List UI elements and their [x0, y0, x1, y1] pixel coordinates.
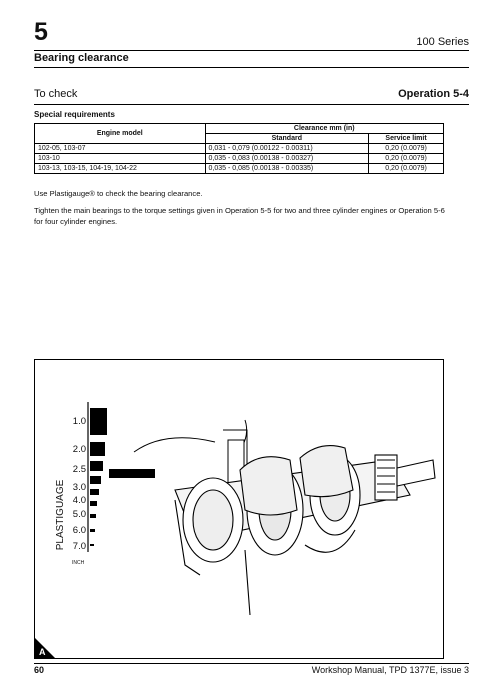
- cell-standard: 0,035 - 0,085 (0.00138 - 0.00335): [205, 164, 369, 174]
- figure-panel: [34, 359, 444, 659]
- table-row: [35, 154, 444, 164]
- gauge-value: 7.0: [72, 541, 86, 552]
- cell-service: 0,20 (0.0079): [369, 144, 444, 154]
- header-rule: [34, 50, 469, 51]
- cell-engine: 103-10: [35, 154, 206, 164]
- figure-letter: A: [39, 647, 46, 657]
- instruction-plastigauge: Use Plastigauge® to check the bearing clearance.: [34, 189, 203, 198]
- manual-reference: Workshop Manual, TPD 1377E, issue 3: [311, 665, 469, 675]
- cell-standard: 0,031 - 0,079 (0.00122 - 0.00311): [205, 144, 369, 154]
- special-requirements-heading: Special requirements: [34, 110, 115, 119]
- gauge-unit: INCH: [72, 560, 85, 566]
- page-number: 60: [34, 665, 45, 675]
- chapter-number: 5: [34, 18, 48, 46]
- section-rule: [34, 67, 469, 68]
- table-row: [35, 144, 444, 154]
- cell-engine: 103-13, 103-15, 104-19, 104-22: [35, 164, 206, 174]
- cell-service: 0,20 (0.0079): [369, 154, 444, 164]
- header-standard: Standard: [205, 134, 369, 144]
- gauge-value: 5.0: [72, 509, 86, 520]
- gauge-value: 6.0: [72, 525, 86, 536]
- instruction-torque: Tighten the main bearings to the torque settings given in Operation 5-5 for two and three cylinder engines or Operation 5-6 for four cylinder engines.: [34, 206, 445, 226]
- cell-service: 0,20 (0.0079): [369, 164, 444, 174]
- plastigauge-scale: [55, 402, 155, 566]
- crankshaft-illustration: [175, 446, 435, 615]
- header-clearance: Clearance mm (in): [205, 124, 443, 134]
- cell-engine: 102-05, 103-07: [35, 144, 206, 154]
- operation-number: Operation 5-4: [398, 88, 469, 100]
- section-title: Bearing clearance: [34, 52, 129, 64]
- gauge-value: 2.0: [72, 444, 86, 455]
- gauge-value: 1.0: [72, 416, 86, 427]
- table-row: [35, 164, 444, 174]
- plastigauge-label: PLASTIGUAGE: [55, 479, 66, 551]
- subsection-rule: [34, 104, 469, 105]
- gauge-value: 2.5: [72, 464, 86, 475]
- header-service-limit: Service limit: [369, 134, 444, 144]
- series-label: 100 Series: [416, 36, 469, 48]
- gauge-value: 3.0: [72, 482, 86, 493]
- footer-rule: [34, 663, 469, 664]
- subsection-title: To check: [34, 88, 78, 100]
- clearance-table: [34, 123, 444, 174]
- cell-standard: 0,035 - 0,083 (0.00138 - 0.00327): [205, 154, 369, 164]
- flattened-strip: [109, 469, 155, 478]
- header-engine-model: Engine model: [35, 124, 206, 144]
- gauge-value: 4.0: [72, 495, 86, 506]
